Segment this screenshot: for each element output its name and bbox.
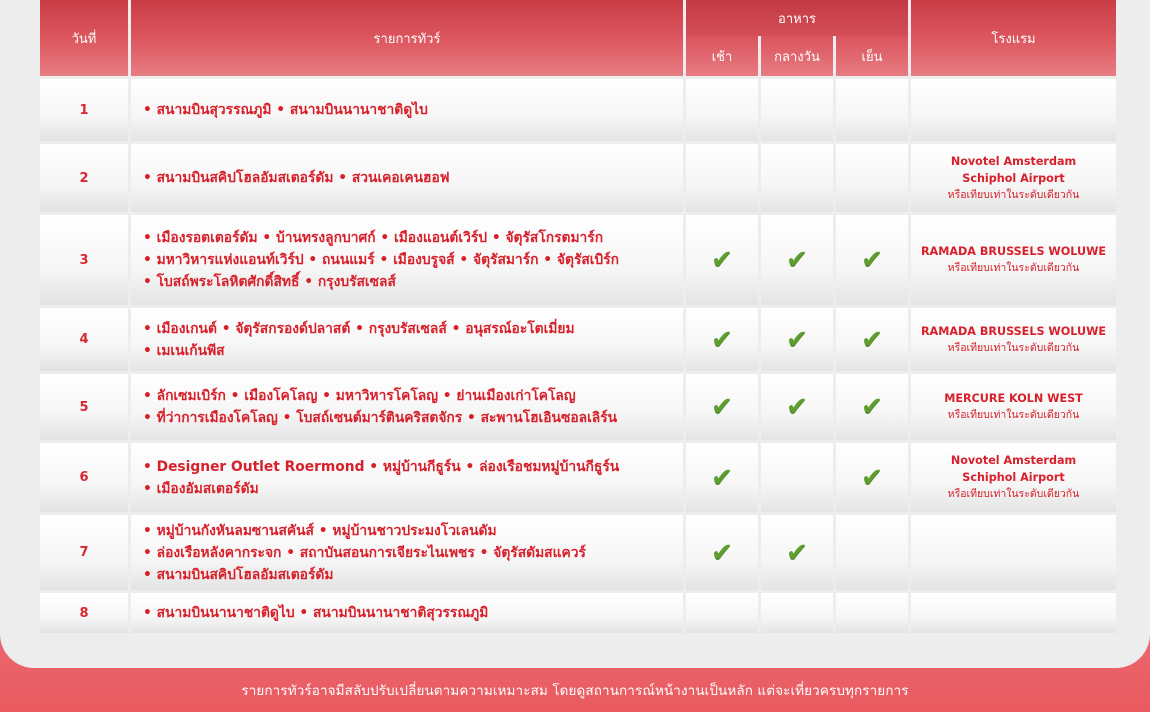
- program-line: • โบสถ์พระโลหิตศักดิ์สิทธิ์ • กรุงบรัสเซลส์: [143, 274, 396, 290]
- program-cell: [131, 593, 683, 633]
- program-line: • ล่องเรือหลังคากระจก • สถาบันสอนการเจียระไนเพชร • จัตุรัสดัมสแควร์: [143, 544, 586, 561]
- hotel-note: หรือเทียบเท่าในระดับเดียวกัน: [947, 262, 1080, 274]
- check-icon: ✔: [711, 324, 733, 355]
- dinner-cell: [836, 144, 908, 212]
- program-cell: [131, 215, 683, 305]
- program-line: • Designer Outlet Roermond • หมู่บ้านกีธูร์น • ล่องเรือชมหมู่บ้านกีธูร์น: [143, 458, 620, 475]
- dinner-cell: [836, 374, 908, 440]
- breakfast-cell: [686, 144, 758, 212]
- breakfast-cell: [686, 374, 758, 440]
- hotel-cell: [911, 308, 1116, 371]
- check-icon: ✔: [711, 537, 733, 568]
- dinner-cell: [836, 593, 908, 633]
- check-icon: ✔: [786, 537, 808, 568]
- hotel-cell: [911, 144, 1116, 212]
- program-line: • สนามบินนานาชาติดูไบ • สนามบินนานาชาติสุวรรณภูมิ: [143, 605, 489, 621]
- hotel-name: Schiphol Airport: [962, 171, 1065, 185]
- check-icon: ✔: [711, 392, 733, 422]
- program-line: • สนามบินสคิปโฮลอัมสเตอร์ดัม • สวนเคอเคนฮอฟ: [143, 170, 450, 186]
- dinner-cell: [836, 215, 908, 305]
- lunch-cell: [761, 79, 833, 141]
- program-line: • เมืองเกนต์ • จัตุรัสกรองด์ปลาสต์ • กรุงบรัสเซลส์ • อนุสรณ์อะโตเมี่ยม: [143, 320, 575, 337]
- hotel-note: หรือเทียบเท่าในระดับเดียวกัน: [947, 188, 1080, 201]
- check-icon: ✔: [861, 245, 883, 275]
- hotel-name: Novotel Amsterdam: [950, 454, 1077, 467]
- header-breakfast: เช้า: [686, 36, 758, 76]
- lunch-cell: [761, 443, 833, 512]
- program-cell: [131, 308, 683, 371]
- hotel-cell: [911, 593, 1116, 633]
- program-cell: [131, 79, 683, 141]
- program-cell: [131, 374, 683, 440]
- day-cell: 6: [40, 443, 128, 512]
- day-cell: 5: [40, 374, 128, 440]
- header-day: วันที่: [40, 0, 128, 76]
- header-dinner: เย็น: [836, 36, 908, 76]
- check-icon: ✔: [711, 245, 733, 275]
- hotel-cell: [911, 443, 1116, 512]
- header-hotel: โรงแรม: [911, 0, 1116, 76]
- program-cell: [131, 144, 683, 212]
- check-icon: ✔: [861, 392, 883, 422]
- breakfast-cell: [686, 443, 758, 512]
- lunch-cell: [761, 144, 833, 212]
- dinner-cell: [836, 443, 908, 512]
- program-cell: [131, 515, 683, 590]
- program-line: • มหาวิหารแห่งแอนท์เวิร์ป • ถนนแมร์ • เมืองบรูจส์ • จัตุรัสมาร์ก • จัตุรัสเบิร์ก: [143, 252, 620, 268]
- hotel-note: หรือเทียบเท่าในระดับเดียวกัน: [947, 409, 1080, 421]
- hotel-name: RAMADA BRUSSELS WOLUWE: [920, 245, 1107, 258]
- program-line: • ที่ว่าการเมืองโคโลญ • โบสถ์เซนต์มาร์ตินคริสตจักร • สะพานโฮเอินซอลเลิร์น: [143, 410, 618, 426]
- breakfast-cell: [686, 79, 758, 141]
- hotel-cell: [911, 79, 1116, 141]
- hotel-name: RAMADA BRUSSELS WOLUWE: [920, 324, 1107, 338]
- breakfast-cell: [686, 308, 758, 371]
- hotel-cell: [911, 215, 1116, 305]
- lunch-cell: [761, 215, 833, 305]
- hotel-note: หรือเทียบเท่าในระดับเดียวกัน: [947, 488, 1080, 500]
- day-cell: 8: [40, 593, 128, 633]
- header-meals: อาหาร: [686, 0, 908, 36]
- program-line: • เมืองรอตเตอร์ดัม • บ้านทรงลูกบาศก์ • เมืองแอนต์เวิร์ป • จัตุรัสโกรตมาร์ก: [143, 230, 604, 246]
- dinner-cell: [836, 308, 908, 371]
- breakfast-cell: [686, 515, 758, 590]
- dinner-cell: [836, 515, 908, 590]
- day-cell: 4: [40, 308, 128, 371]
- hotel-name: MERCURE KOLN WEST: [944, 392, 1083, 405]
- check-icon: ✔: [786, 324, 808, 355]
- program-line: • สนามบินสุวรรณภูมิ • สนามบินนานาชาติดูไบ: [143, 102, 428, 118]
- check-icon: ✔: [711, 462, 733, 493]
- hotel-cell: [911, 374, 1116, 440]
- day-cell: 7: [40, 515, 128, 590]
- check-icon: ✔: [861, 324, 883, 355]
- lunch-cell: [761, 515, 833, 590]
- program-line: • เมเนเก้นพีส: [143, 342, 225, 359]
- program-line: • สนามบินสคิปโฮลอัมสเตอร์ดัม: [143, 566, 334, 583]
- dinner-cell: [836, 79, 908, 141]
- check-icon: ✔: [786, 392, 808, 422]
- breakfast-cell: [686, 593, 758, 633]
- lunch-cell: [761, 374, 833, 440]
- day-cell: 3: [40, 215, 128, 305]
- program-line: • หมู่บ้านกังหันลมซานสคันส์ • หมู่บ้านชาวประมงโวเลนดัม: [143, 522, 497, 539]
- lunch-cell: [761, 308, 833, 371]
- day-cell: 2: [40, 144, 128, 212]
- hotel-name: Schiphol Airport: [962, 471, 1065, 484]
- check-icon: ✔: [861, 462, 883, 493]
- check-icon: ✔: [786, 245, 808, 275]
- program-line: • เมืองอัมสเตอร์ดัม: [143, 480, 259, 497]
- program-cell: [131, 443, 683, 512]
- program-line: • ลักเซมเบิร์ก • เมืองโคโลญ • มหาวิหารโคโลญ • ย่านเมืองเก่าโคโลญ: [143, 388, 576, 404]
- lunch-cell: [761, 593, 833, 633]
- header-lunch: กลางวัน: [761, 36, 833, 76]
- breakfast-cell: [686, 215, 758, 305]
- hotel-name: Novotel Amsterdam: [950, 154, 1077, 168]
- header-program: รายการทัวร์: [131, 0, 683, 76]
- footer-note: รายการทัวร์อาจมีสลับปรับเปลี่ยนตามความเหมาะสม โดยดูสถานการณ์หน้างานเป็นหลัก แต่จะเที่ยวครบทุกรายการ: [241, 683, 909, 699]
- day-cell: 1: [40, 79, 128, 141]
- hotel-cell: [911, 515, 1116, 590]
- hotel-note: หรือเทียบเท่าในระดับเดียวกัน: [947, 341, 1080, 354]
